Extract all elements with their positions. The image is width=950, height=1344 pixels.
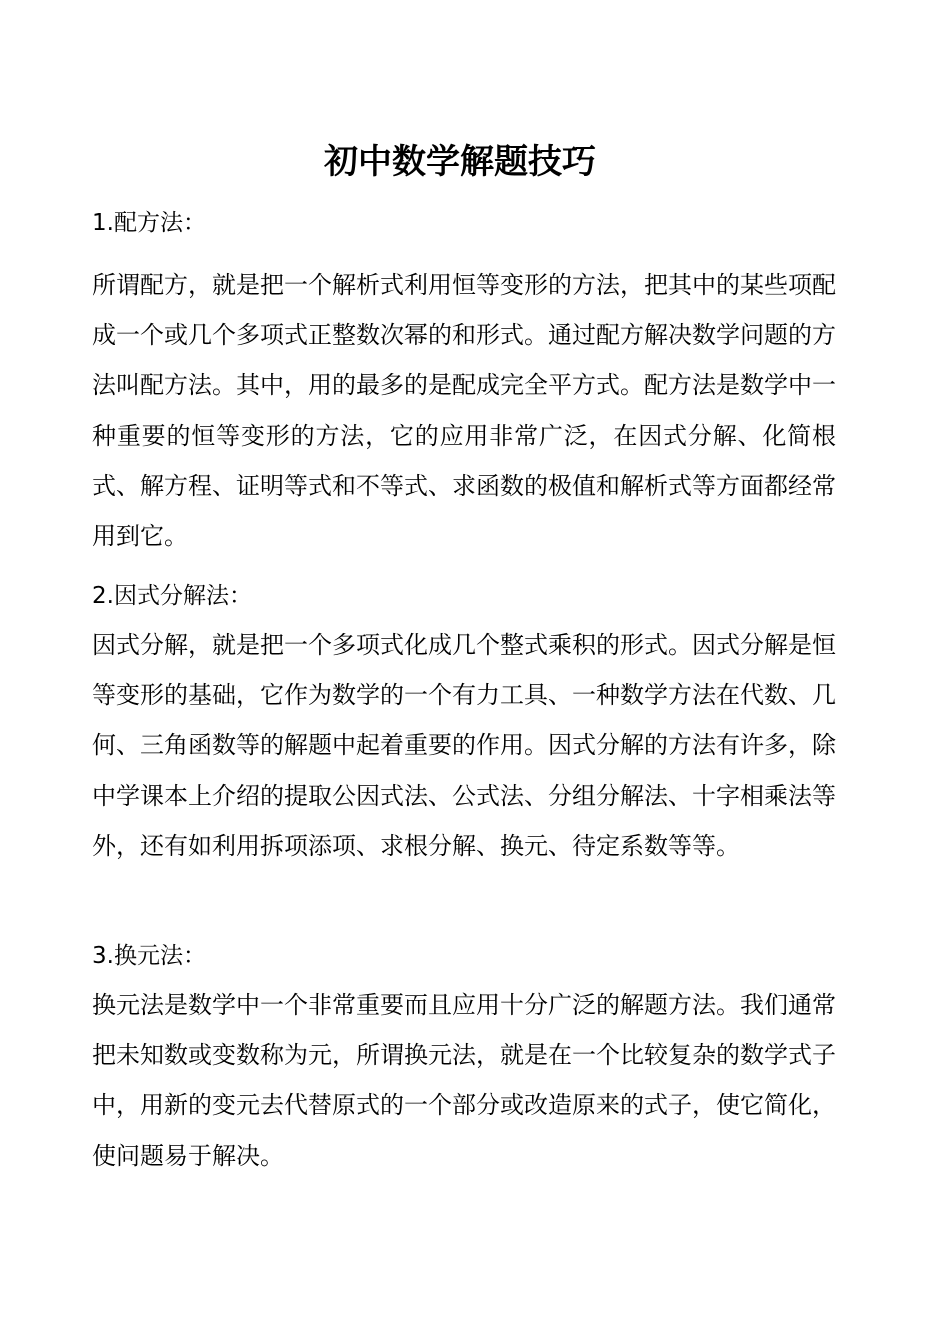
section-body-2: 因式分解，就是把一个多项式化成几个整式乘积的形式。因式分解是恒等变形的基础，它作为数学的一个有力工具、一种数学方法在代数、几何、三角函数等的解题中起着重要的作用。因式分解的方法有许多，除中学课本上介绍的提取公因式法、公式法、分组分解法、十字相乘法等外，还有如利用拆项添项、求根分解、换元、待定系数等等。 bbox=[92, 631, 836, 860]
document-title: 初中数学解题技巧 bbox=[324, 142, 596, 182]
section-body-1: 所谓配方，就是把一个解析式利用恒等变形的方法，把其中的某些项配成一个或几个多项式正整数次幂的和形式。通过配方解决数学问题的方法叫配方法。其中，用的最多的是配成完全平方式。配方法是数学中一种重要的恒等变形的方法，它的应用非常广泛，在因式分解、化简根式、解方程、证明等式和不等式、求函数的极值和解析式等方面都经常用到它。 bbox=[92, 271, 836, 551]
section-heading-3: 3.换元法： bbox=[92, 943, 206, 969]
section-heading-2: 2.因式分解法： bbox=[92, 583, 252, 609]
section-heading-1: 1.配方法： bbox=[92, 210, 206, 236]
section-body-3: 换元法是数学中一个非常重要而且应用十分广泛的解题方法。我们通常把未知数或变数称为元，所谓换元法，就是在一个比较复杂的数学式子中，用新的变元去代替原式的一个部分或改造原来的式子，使它简化，使问题易于解决。 bbox=[92, 991, 836, 1170]
